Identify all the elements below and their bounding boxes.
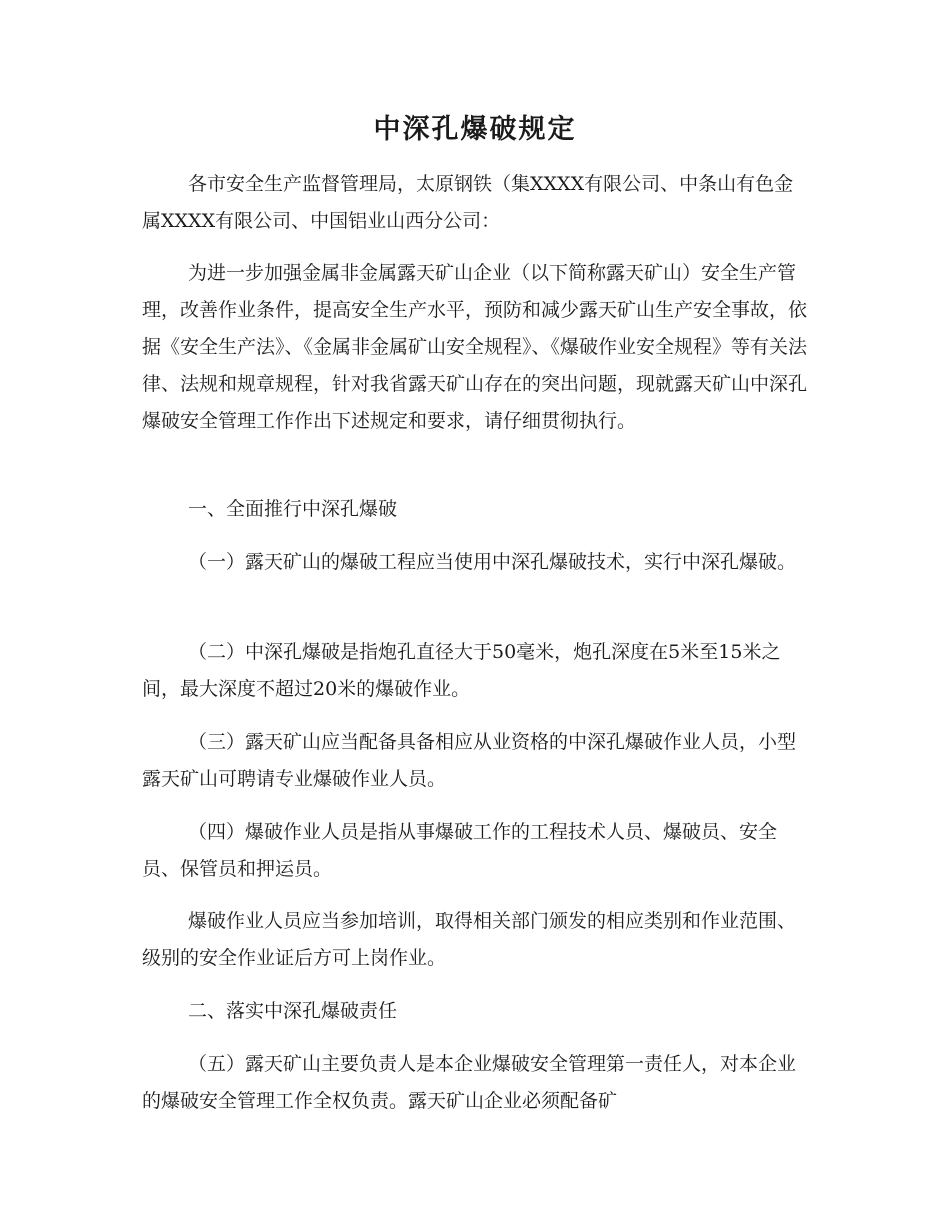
- preamble-paragraph: 为进一步加强金属非金属露天矿山企业（以下简称露天矿山）安全生产管理，改善作业条件，提高安全生产水平，预防和减少露天矿山生产安全事故，依据《安全生产法》、《金属非金属矿山安全规程》、《爆破作业安全规程》等有关法律、法规和规章规程，针对我省露天矿山存在的突出问题，现就露天矿山中深孔爆破安全管理工作作出下述规定和要求，请仔细贯彻执行。: [142, 262, 808, 432]
- clause-1-paragraph: （一）露天矿山的爆破工程应当使用中深孔爆破技术，实行中深孔爆破。: [188, 551, 797, 573]
- section-heading-1: 一、全面推行中深孔爆破: [188, 498, 398, 520]
- section-heading-2: 二、落实中深孔爆破责任: [188, 1000, 398, 1022]
- training-paragraph: 爆破作业人员应当参加培训，取得相关部门颁发的相应类别和作业范围、级别的安全作业证后方可上岗作业。: [142, 910, 797, 969]
- document-title: 中深孔爆破规定: [373, 114, 577, 145]
- addressee-paragraph: 各市安全生产监督管理局，太原钢铁（集XXXX有限公司、中条山有色金属XXXX有限公司、中国铝业山西分公司：: [142, 173, 794, 232]
- clause-4-paragraph: （四）爆破作业人员是指从事爆破工作的工程技术人员、爆破员、安全员、保管员和押运员。: [142, 821, 778, 880]
- clause-5-paragraph: （五）露天矿山主要负责人是本企业爆破安全管理第一责任人，对本企业的爆破安全管理工作全权负责。露天矿山企业必须配备矿: [142, 1053, 797, 1112]
- clause-3-paragraph: （三）露天矿山应当配备具备相应从业资格的中深孔爆破作业人员，小型露天矿山可聘请专业爆破作业人员。: [142, 731, 797, 790]
- clause-2-paragraph: （二）中深孔爆破是指炮孔直径大于50毫米，炮孔深度在5米至15米之间，最大深度不超过20米的爆破作业。: [142, 641, 781, 700]
